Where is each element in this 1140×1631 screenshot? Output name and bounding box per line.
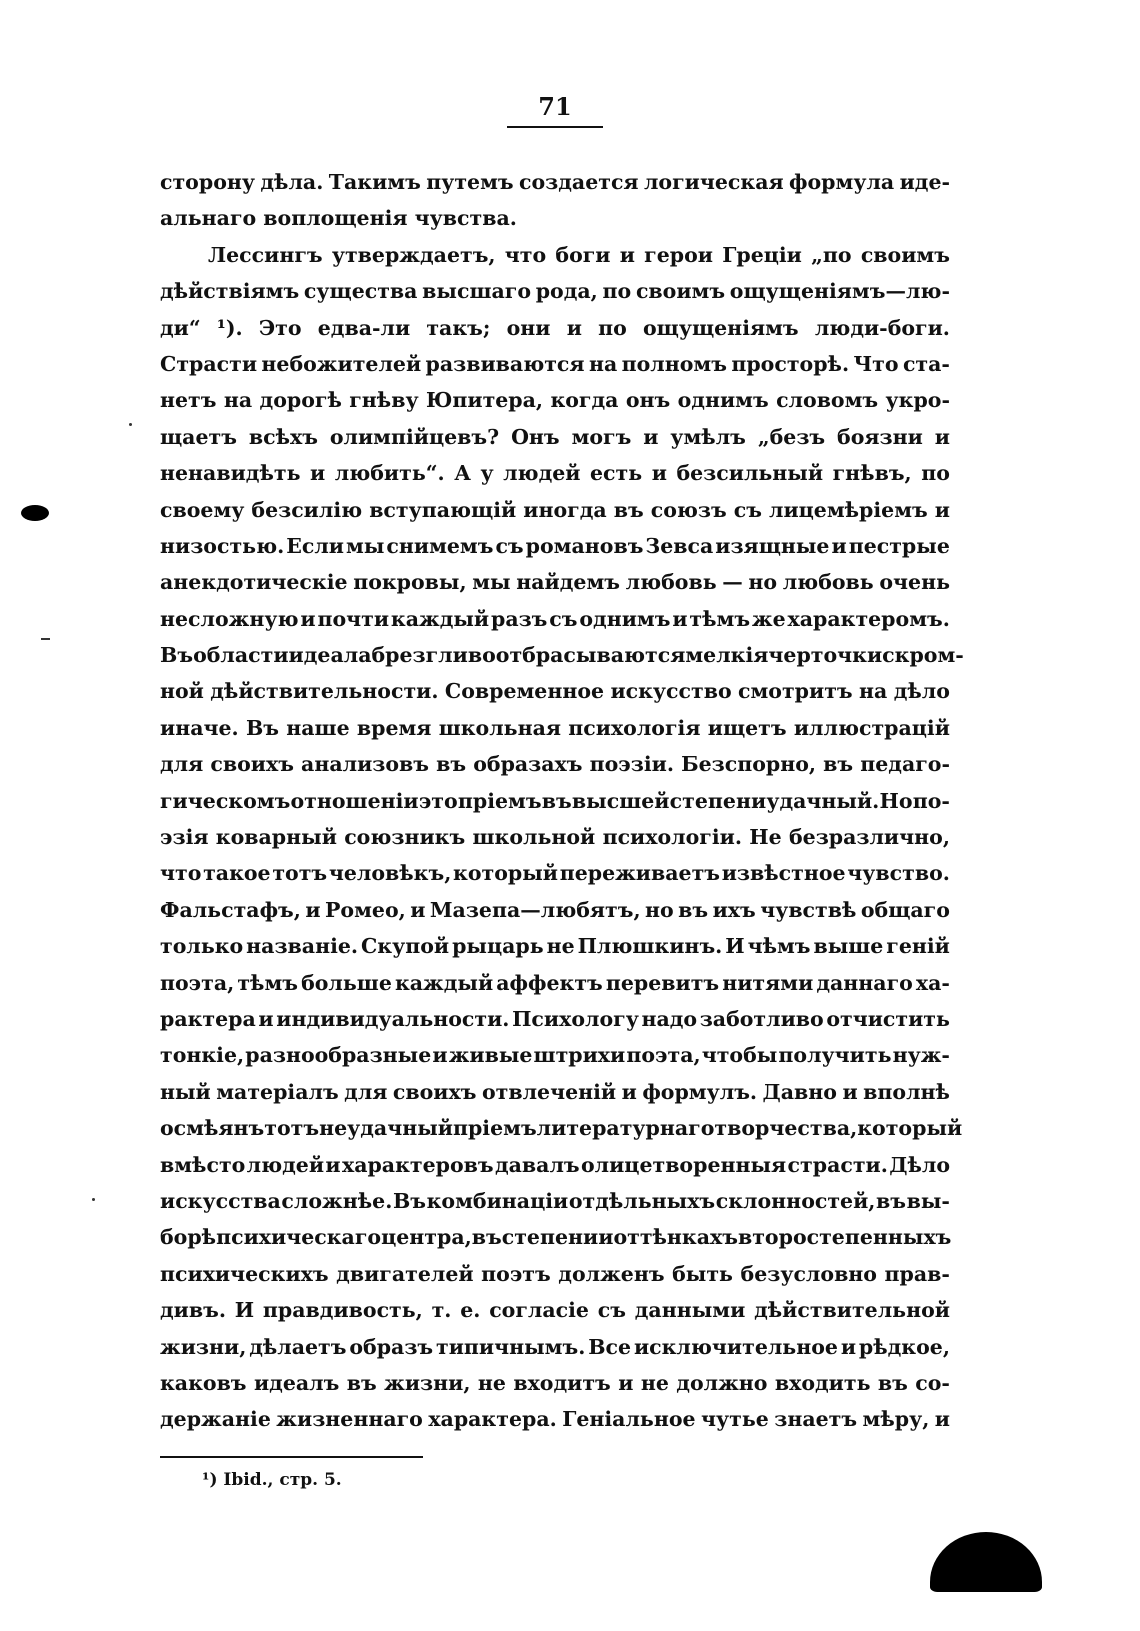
- text-line: вмѣсто людей и характеровъ давалъ олицетворенныя страсти. Дѣло: [160, 1152, 950, 1177]
- footnote-rule: [160, 1456, 423, 1458]
- body-text: [160, 164, 964, 1438]
- text-line: Лессингъ утверждаетъ, что боги и герои Греціи „по своимъ: [208, 242, 950, 267]
- scan-margin-dot: [92, 1198, 95, 1201]
- text-line: Въ области идеала брезгливо отбрасываются мелкія черточки скром-: [160, 643, 964, 668]
- text-line: тонкіе, разнообразные и живые штрихи поэта, чтобы получить нуж-: [160, 1043, 950, 1068]
- text-line: искусства сложнѣе. Въ комбинаціи отдѣльныхъ склонностей, въ вы-: [160, 1188, 950, 1213]
- text-line: несложную и почти каждый разъ съ однимъ и тѣмъ же характеромъ.: [160, 606, 950, 631]
- text-line: альнаго воплощенія чувства.: [160, 206, 517, 231]
- text-line: эзія коварный союзникъ школьной психологіи. Не безразлично,: [160, 825, 950, 850]
- text-line: каковъ идеалъ въ жизни, не входитъ и не должно входить въ со-: [160, 1370, 950, 1395]
- text-line: осмѣянъ тотъ неудачный пріемъ литературнаго творчества, который: [160, 1116, 963, 1141]
- text-line: психическихъ двигателей поэтъ долженъ быть безусловно прав-: [160, 1261, 950, 1286]
- scan-margin-mark: [41, 638, 50, 640]
- text-line: только названіе. Скупой рыцарь не Плюшкинъ. И чѣмъ выше геній: [160, 934, 950, 959]
- text-line: ный матеріалъ для своихъ отвлеченій и формулъ. Давно и вполнѣ: [160, 1079, 950, 1104]
- text-line: дѣйствіямъ существа высшаго рода, по своимъ ощущеніямъ—лю-: [160, 279, 950, 304]
- text-line: щаетъ всѣхъ олимпійцевъ? Онъ могъ и умѣлъ „безъ боязни и: [160, 424, 950, 449]
- text-line: жизни, дѣлаетъ образъ типичнымъ. Все исключительное и рѣдкое,: [160, 1334, 950, 1359]
- text-line: ненавидѣть и любить“. А у людей есть и безсильный гнѣвъ, по: [160, 461, 950, 486]
- scan-ink-blot: [930, 1532, 1042, 1592]
- text-line: дивъ. И правдивость, т. е. согласіе съ данными дѣйствительной: [160, 1298, 950, 1323]
- text-line: ди“ ¹). Это едва-ли такъ; они и по ощущеніямъ люди-боги.: [160, 315, 950, 340]
- text-line: низостью. Если мы снимемъ съ романовъ Зевса изящные и пестрые: [160, 533, 950, 558]
- text-line: ной дѣйствительности. Современное искусство смотритъ на дѣло: [160, 679, 950, 704]
- footnote: ¹) Ibid., стр. 5.: [202, 1470, 342, 1490]
- text-line: Страсти небожителей развиваются на полномъ просторѣ. Что ста-: [160, 351, 950, 376]
- text-line: Фальстафъ, и Ромео, и Мазепа—любятъ, но въ ихъ чувствѣ общаго: [160, 897, 950, 922]
- text-line: рактера и индивидуальности. Психологу надо заботливо отчистить: [160, 1006, 950, 1031]
- text-line: своему безсилію вступающій иногда въ союзъ съ лицемѣріемъ и: [160, 497, 950, 522]
- text-line: нетъ на дорогѣ гнѣву Юпитера, когда онъ однимъ словомъ укро-: [160, 388, 950, 413]
- text-line: иначе. Въ наше время школьная психологія ищетъ иллюстрацій: [160, 715, 950, 740]
- page-number-rule: [507, 126, 603, 128]
- text-line: для своихъ анализовъ въ образахъ поэзіи. Безспорно, въ педаго-: [160, 752, 950, 777]
- page-number: 71: [538, 92, 572, 121]
- text-line: гическомъ отношеніи это пріемъ въ высшей степени удачный. Но по-: [160, 788, 950, 813]
- text-line: что такое тотъ человѣкъ, который переживаетъ извѣстное чувство.: [160, 861, 950, 886]
- text-line: сторону дѣла. Такимъ путемъ создается логическая формула иде-: [160, 170, 950, 194]
- text-line: анекдотическіе покровы, мы найдемъ любовь — но любовь очень: [160, 570, 950, 595]
- text-line: поэта, тѣмъ больше каждый аффектъ перевитъ нитями даннаго ха-: [160, 970, 950, 995]
- text-line: держаніе жизненнаго характера. Геніальное чутье знаетъ мѣру, и: [160, 1407, 950, 1432]
- scan-margin-dot: [129, 423, 132, 426]
- text-line: борѣ психическаго центра, въ степени и оттѣнкахъ второстепенныхъ: [160, 1225, 952, 1250]
- scan-ink-blot: [21, 505, 49, 521]
